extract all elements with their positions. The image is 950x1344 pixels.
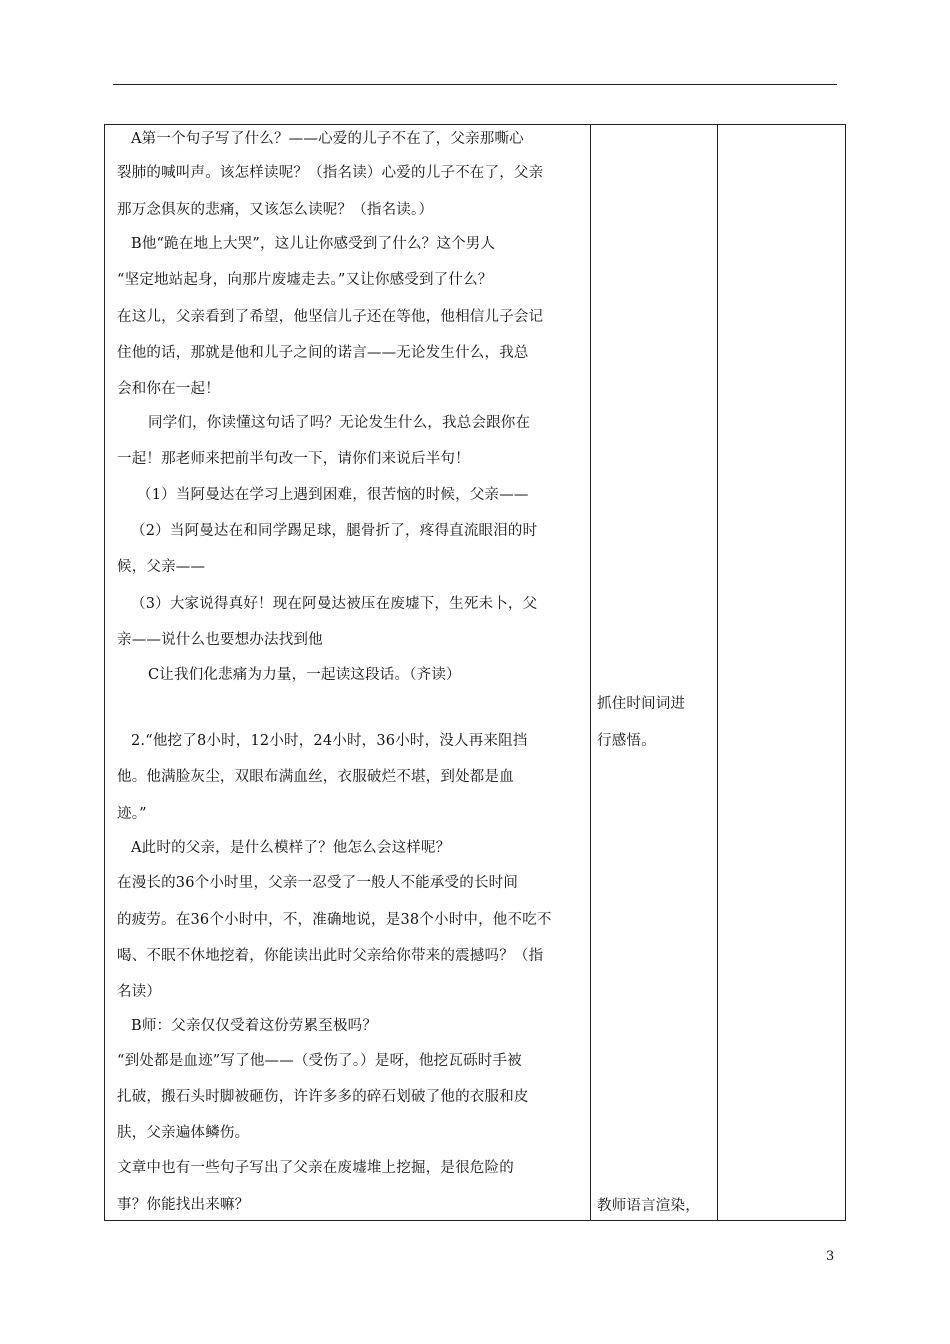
text-line: 在这儿，父亲看到了希望，他坚信儿子还在等他，他相信儿子会记 xyxy=(117,309,544,325)
text-line: 喝、不眠不休地挖着，你能读出此时父亲给你带来的震撼吗？（指 xyxy=(117,948,544,964)
text-line: 迹。” xyxy=(117,806,147,822)
text-line: C让我们化悲痛为力量，一起读这段话。（齐读） xyxy=(148,667,461,683)
text-line: 他。他满脸灰尘，双眼布满血丝，衣服破烂不堪，到处都是血 xyxy=(117,769,514,785)
text-line: 名读） xyxy=(117,984,162,1000)
text-line: 扎破，搬石头时脚被砸伤，许许多多的碎石划破了他的衣服和皮 xyxy=(117,1089,529,1105)
text-line: A此时的父亲，是什么模样了？他怎么会这样呢？ xyxy=(131,840,451,856)
text-line: 文章中也有一些句子写出了父亲在废墟堆上挖掘，是很危险的 xyxy=(117,1160,514,1176)
text-line: 亲——说什么也要想办法找到他 xyxy=(117,632,323,648)
text-line: 在漫长的36个小时里，父亲一忍受了一般人不能承受的长时间 xyxy=(117,875,519,891)
text-line: 会和你在一起！ xyxy=(117,381,220,397)
text-line: 肤，父亲遍体鳞伤。 xyxy=(117,1125,250,1141)
text-line: “坚定地站起身，向那片废墟走去。”又让你感受到了什么？ xyxy=(117,272,493,288)
text-line: 2.“他挖了8小时，12小时，24小时，36小时，没人再来阻挡 xyxy=(131,733,528,749)
text-line: A第一个句子写了什么？——心爱的儿子不在了，父亲那嘶心 xyxy=(131,131,524,147)
note-line: 教师语言渲染， xyxy=(597,1198,700,1214)
text-line: B他“跪在地上大哭”，这儿让你感受到了什么？这个男人 xyxy=(131,236,496,252)
note-line: 抓住时间词进 xyxy=(597,696,686,712)
text-line: 一起！那老师来把前半句改一下，请你们来说后半句！ xyxy=(117,451,470,467)
text-line: 事？你能找出来嘛？ xyxy=(117,1197,250,1213)
page-number: 3 xyxy=(826,1249,835,1264)
text-line: “到处都是血迹”写了他——（受伤了。）是呀，他挖瓦砾时手被 xyxy=(117,1053,522,1069)
text-line: （1）当阿曼达在学习上遇到困难，很苦恼的时候，父亲—— xyxy=(137,487,529,503)
text-line: 那万念俱灰的悲痛，又该怎么读呢？（指名读。） xyxy=(117,202,434,218)
header-rule xyxy=(113,84,837,85)
column-divider xyxy=(717,125,718,1220)
lesson-table xyxy=(104,124,846,1221)
teaching-process-column xyxy=(105,125,590,1220)
text-line: 裂肺的喊叫声。该怎样读呢？（指名读）心爱的儿子不在了，父亲 xyxy=(117,165,544,181)
note-line: 行感悟。 xyxy=(597,733,656,749)
text-line: 住他的话，那就是他和儿子之间的诺言——无论发生什么，我总 xyxy=(117,345,529,361)
text-line: 同学们，你读懂这句话了吗？无论发生什么，我总会跟你在 xyxy=(148,415,531,431)
text-line: 候，父亲—— xyxy=(117,559,206,575)
text-line: （2）当阿曼达在和同学踢足球，腿骨折了，疼得直流眼泪的时 xyxy=(131,523,538,539)
design-notes-column xyxy=(591,125,717,1220)
text-line: 的疲劳。在36个小时中，不，准确地说，是38个小时中，他不吃不 xyxy=(117,912,552,928)
text-line: （3）大家说得真好！现在阿曼达被压在废墟下，生死未卜，父 xyxy=(131,596,538,612)
text-line: B师：父亲仅仅受着这份劳累至极吗？ xyxy=(131,1018,378,1034)
